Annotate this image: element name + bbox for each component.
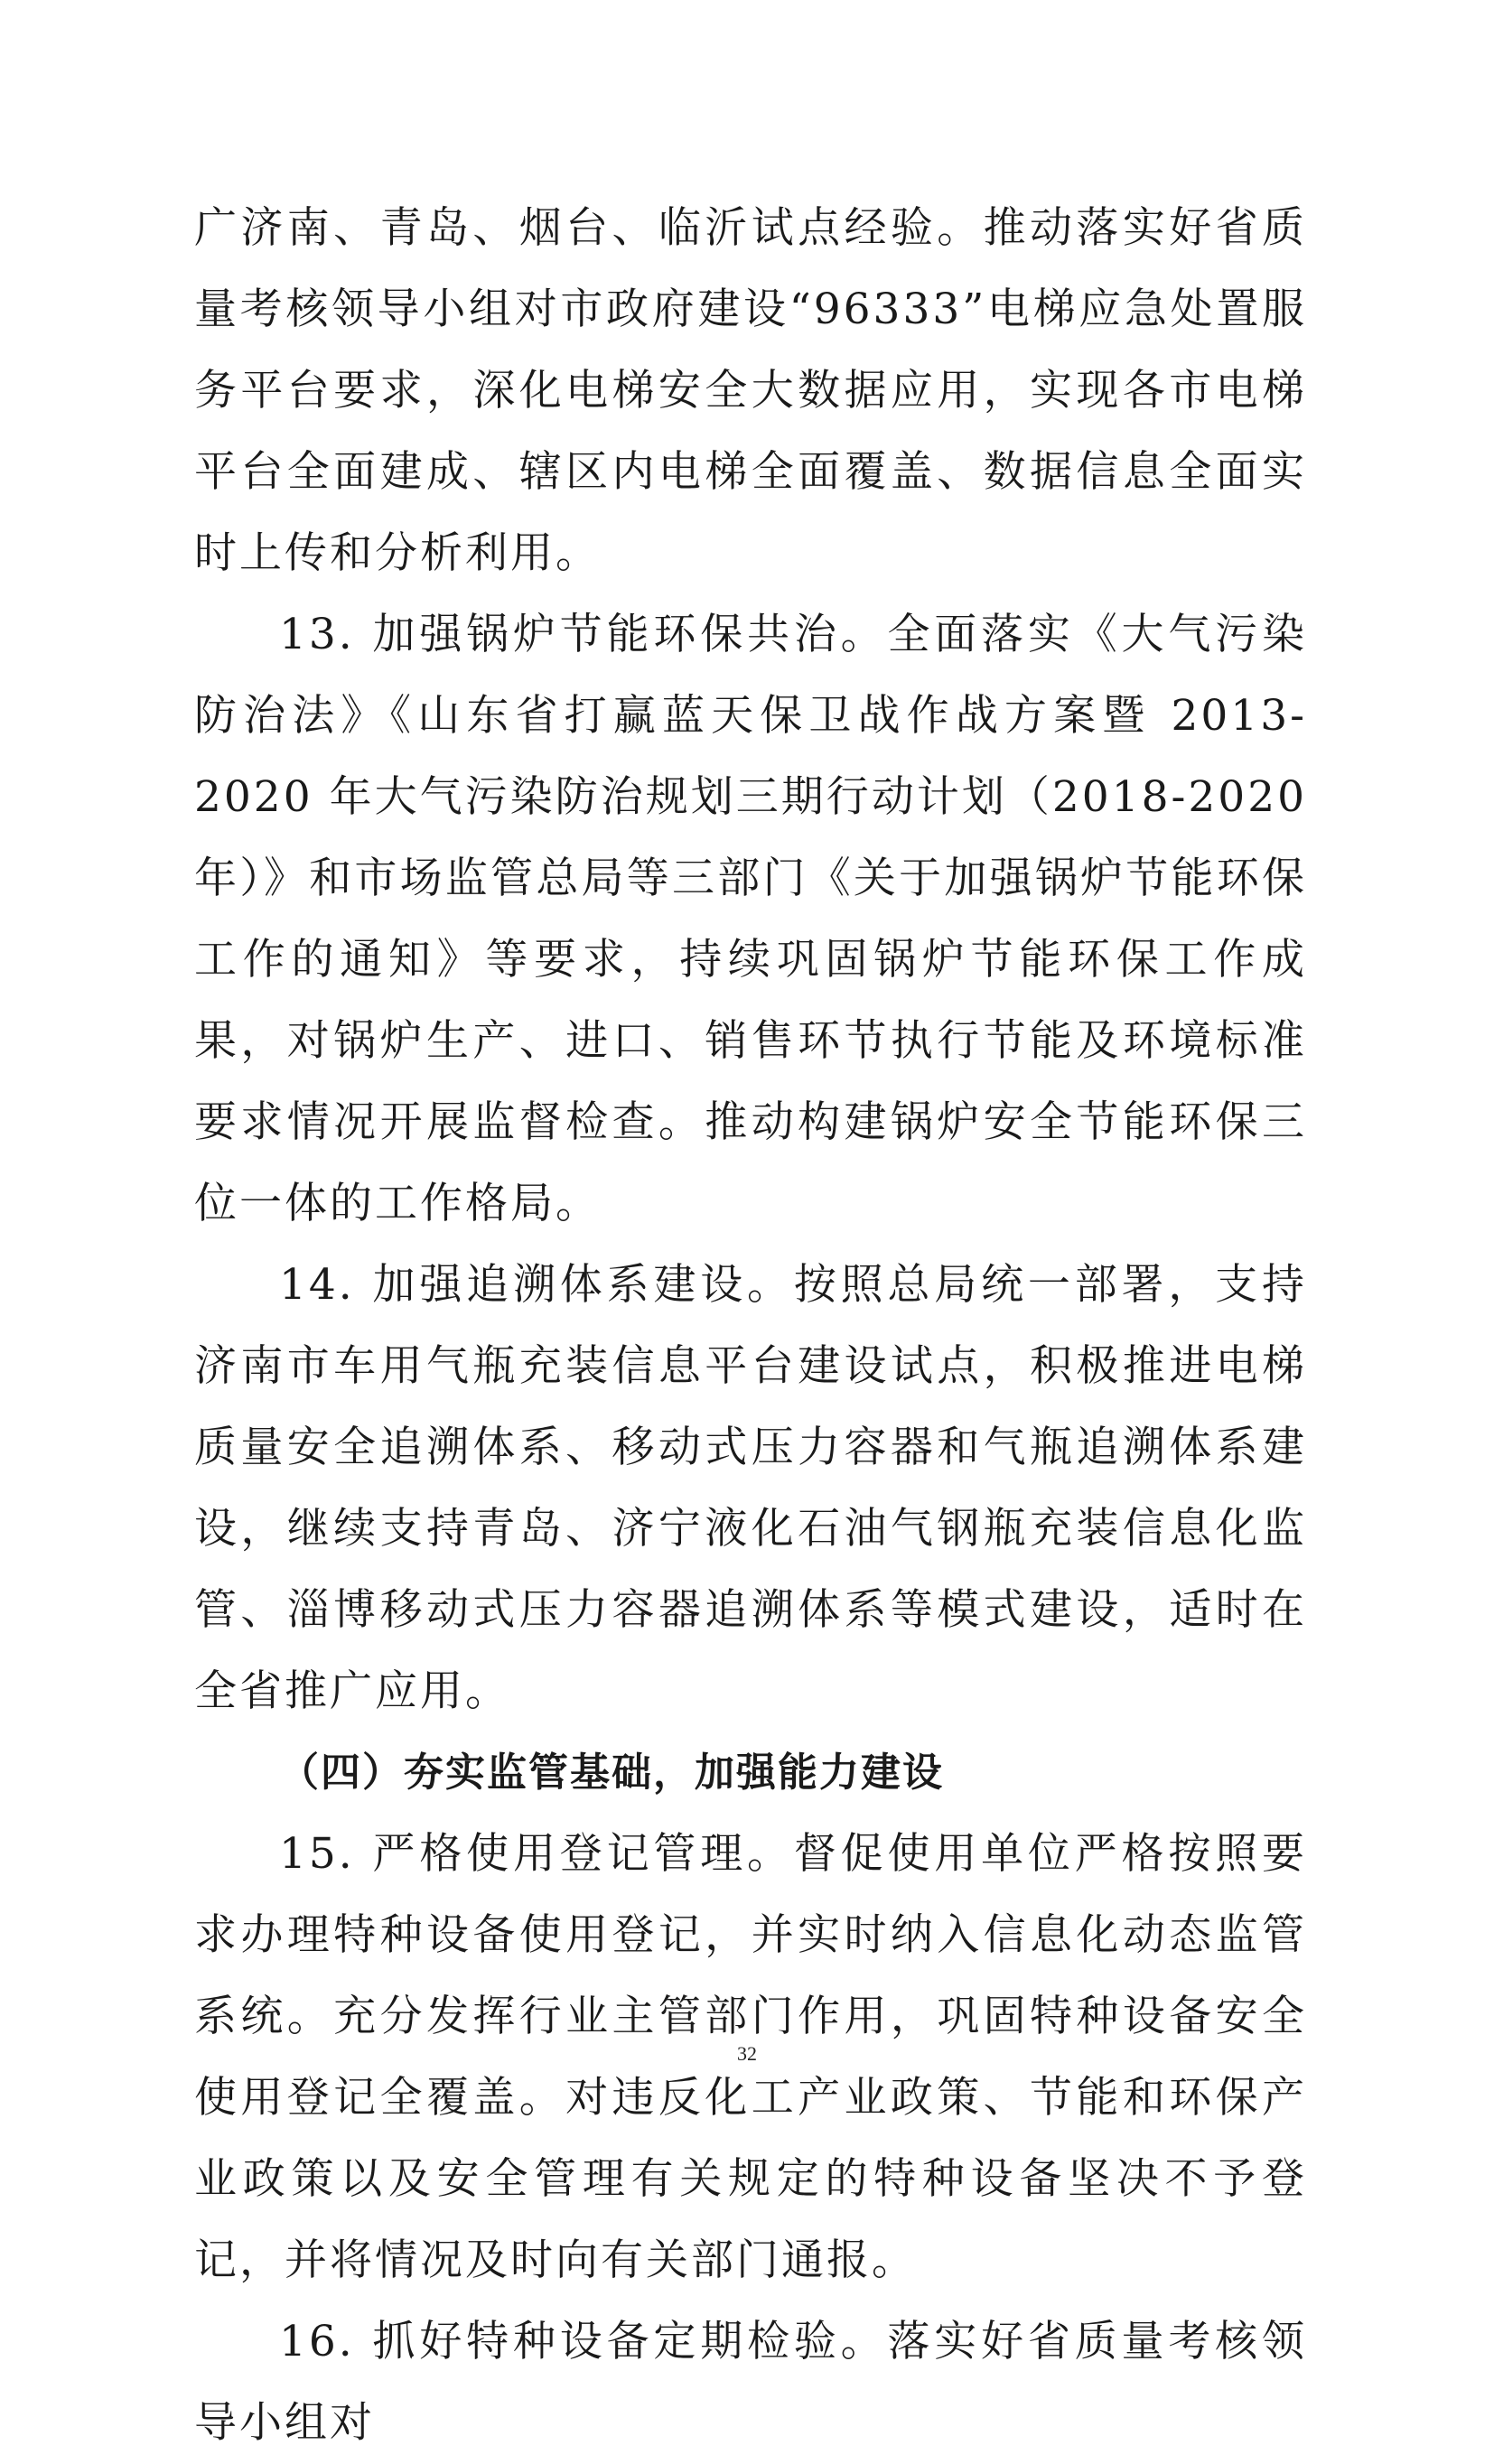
- paragraph-13-boiler-energy-saving: 13. 加强锅炉节能环保共治。全面落实《大气污染防治法》《山东省打赢蓝天保卫战作战方案暨 2013-2020 年大气污染防治规划三期行动计划（2018-2020 年）》和市场监管总局等三部门《关于加强锅炉节能环保工作的通知》等要求，持续巩固锅炉节能环保工作成果，对锅炉生产、进口、销售环节执行节能及环境标准要求情况开展监督检查。推动构建锅炉安全节能环保三位一体的工作格局。: [194, 610, 1307, 1228]
- document-body: [194, 188, 1307, 2464]
- paragraph-elevator-platform-continuation: 广济南、青岛、烟台、临沂试点经验。推动落实好省质量考核领导小组对市政府建设“96333”电梯应急处置服务平台要求，深化电梯安全大数据应用，实现各市电梯平台全面建成、辖区内电梯全面覆盖、数据信息全面实时上传和分析利用。: [194, 203, 1307, 578]
- section-heading-four: （四）夯实监管基础，加强能力建设: [279, 1750, 944, 1796]
- page-number: 32: [737, 2042, 757, 2065]
- paragraph-14-traceability-system: 14. 加强追溯体系建设。按照总局统一部署，支持济南市车用气瓶充装信息平台建设试点，积极推进电梯质量安全追溯体系、移动式压力容器和气瓶追溯体系建设，继续支持青岛、济宁液化石油气钢瓶充装信息化监管、淄博移动式压力容器追溯体系等模式建设，适时在全省推广应用。: [194, 1260, 1307, 1716]
- paragraph-15-registration-management: 15. 严格使用登记管理。督促使用单位严格按照要求办理特种设备使用登记，并实时纳入信息化动态监管系统。充分发挥行业主管部门作用，巩固特种设备安全使用登记全覆盖。对违反化工产业政策、节能和环保产业政策以及安全管理有关规定的特种设备坚决不予登记，并将情况及时向有关部门通报。: [194, 1829, 1307, 2285]
- paragraph-16-periodic-inspection: 16. 抓好特种设备定期检验。落实好省质量考核领导小组对: [194, 2317, 1307, 2448]
